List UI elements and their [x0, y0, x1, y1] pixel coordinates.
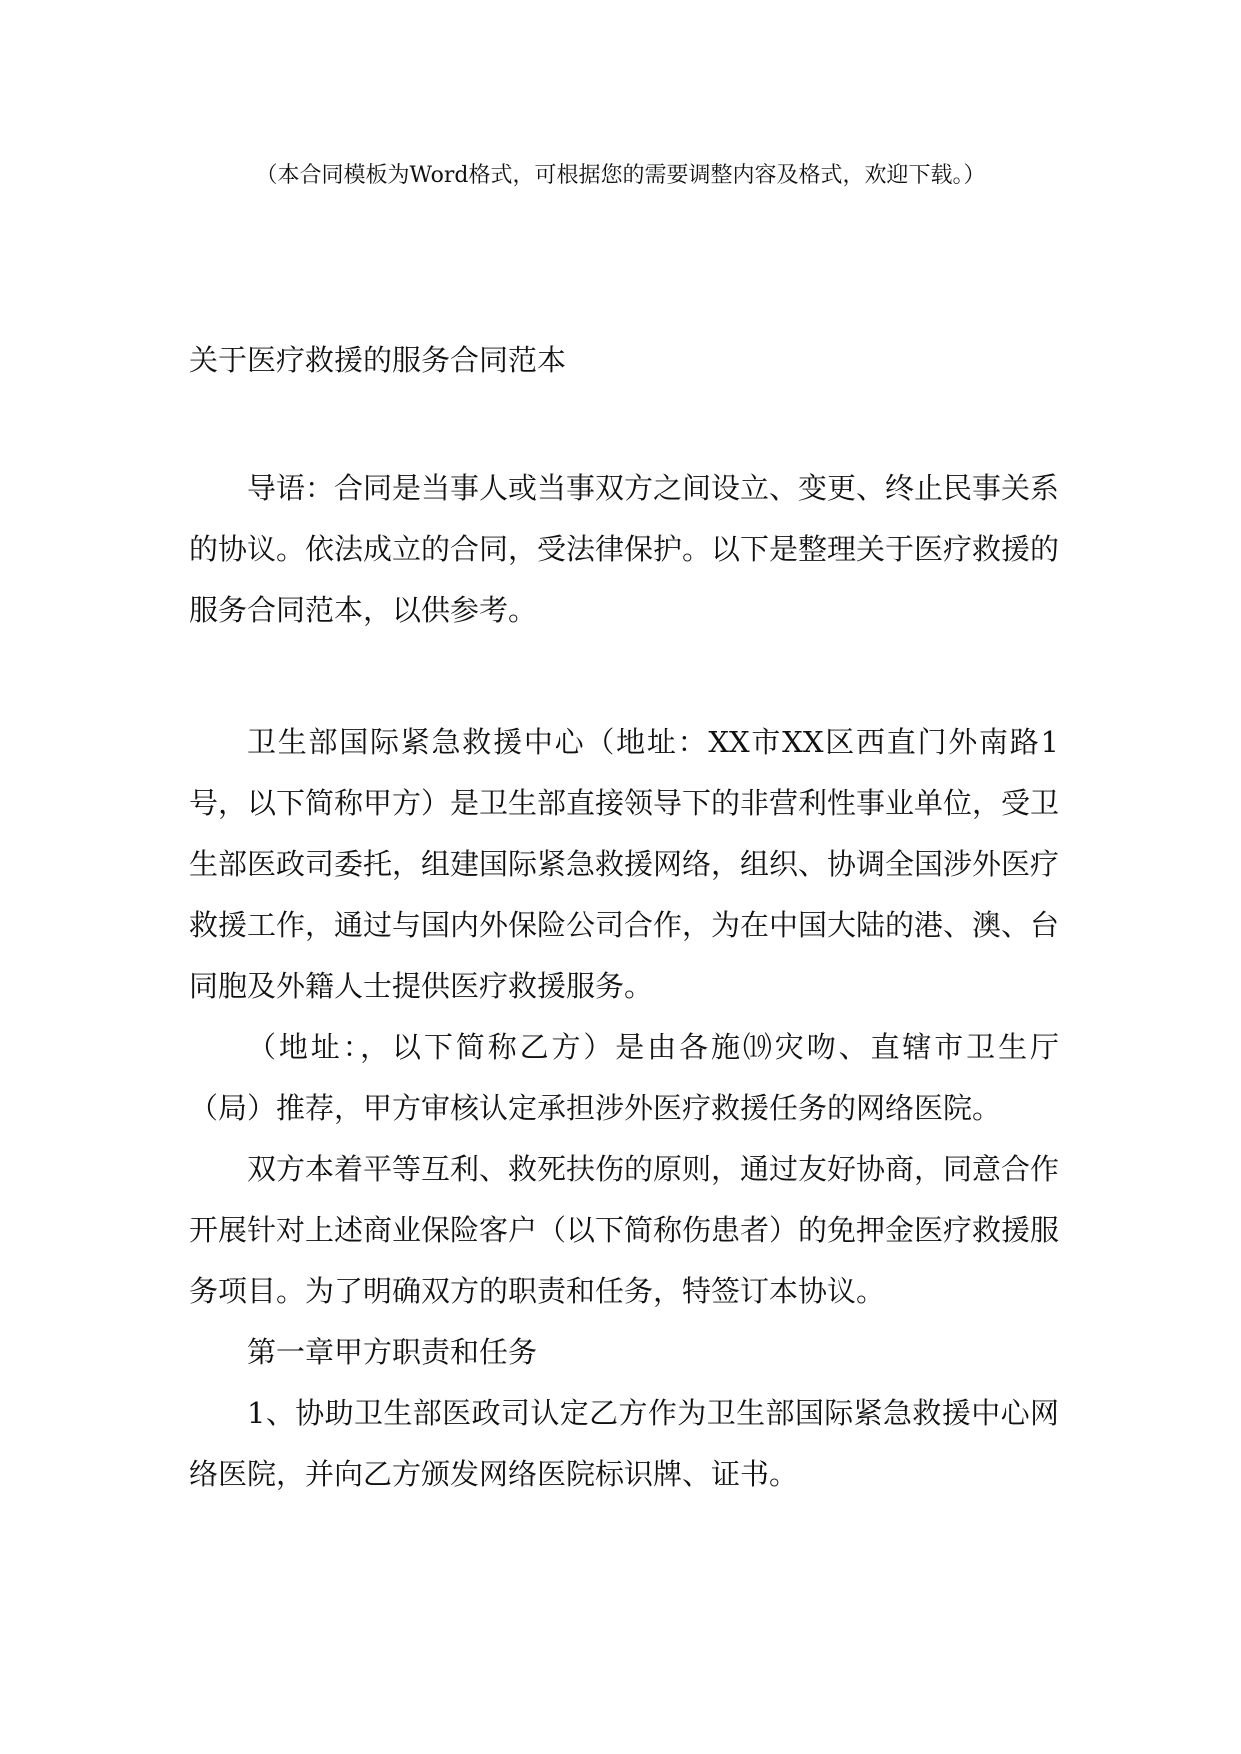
paragraph-party-a: 卫生部国际紧急救援中心（地址：XX市XX区西直门外南路1号，以下简称甲方）是卫生部直接领导下的非营利性事业单位，受卫生部医政司委托，组建国际紧急救援网络，组织、协调全国涉外医疗救援工作，通过与国内外保险公司合作，为在中国大陆的港、澳、台同胞及外籍人士提供医疗救援服务。	[189, 725, 1060, 1003]
document-title: 关于医疗救援的服务合同范本	[189, 343, 567, 377]
paragraph-party-b: （地址：，以下简称乙方）是由各施⒆灾吻、直辖市卫生厅（局）推荐，甲方审核认定承担涉外医疗救援任务的网络医院。	[189, 1030, 1059, 1125]
clause-1: 1、协助卫生部医政司认定乙方作为卫生部国际紧急救援中心网络医院，并向乙方颁发网络医院标识牌、证书。	[189, 1396, 1059, 1491]
paragraph-purpose: 双方本着平等互利、救死扶伤的原则，通过友好协商，同意合作开展针对上述商业保险客户（以下简称伤患者）的免押金医疗救援服务项目。为了明确双方的职责和任务，特签订本协议。	[189, 1152, 1060, 1308]
template-note: （本合同模板为Word格式，可根据您的需要调整内容及格式，欢迎下载。）	[255, 163, 986, 188]
intro-paragraph: 导语：合同是当事人或当事双方之间设立、变更、终止民事关系的协议。依法成立的合同，受法律保护。以下是整理关于医疗救援的服务合同范本，以供参考。	[189, 471, 1060, 627]
chapter-heading: 第一章甲方职责和任务	[247, 1335, 538, 1369]
intro-section	[189, 458, 1059, 641]
contract-body	[189, 712, 1059, 1505]
